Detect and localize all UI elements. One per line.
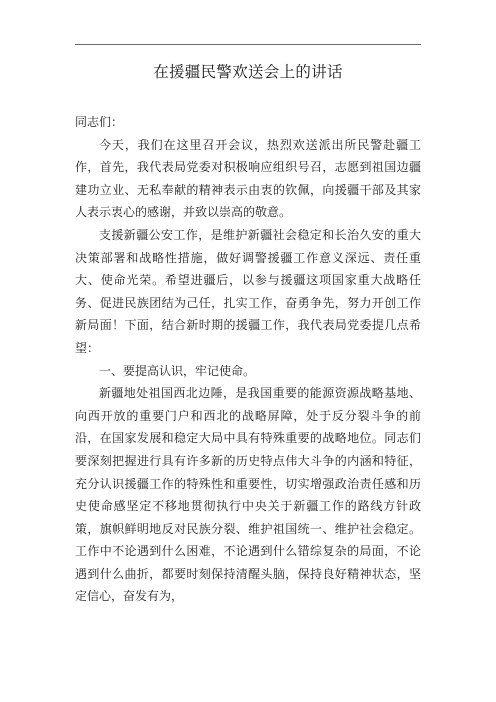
document-body — [75, 111, 421, 608]
paragraph-1: 今天，我们在这里召开会议，热烈欢送派出所民警赴疆工作，首先，我代表局党委对积极响应组织号召，志愿到祖国边疆建功立业、无私奉献的精神表示由衷的钦佩，向援疆干部及其家人表示衷心的感谢，并致以崇高的敬意。 — [75, 137, 421, 220]
header-rule — [75, 44, 421, 45]
document-title: 在援疆民警欢送会上的讲话 — [153, 63, 343, 81]
section-heading-1: 一、要提高认识，牢记使命。 — [99, 363, 256, 378]
paragraph-2: 支援新疆公安工作，是维护新疆社会稳定和长治久安的重大决策部署和战略性措施，做好调警援疆工作意义深远、责任重大、使命光荣。希望进疆后，以参与援疆这项国家重大战略任务、促进民族团结为己任，扎实工作，奋勇争先，努力开创工作新局面！下面，结合新时期的援疆工作，我代表局党委提几点希望： — [75, 227, 421, 355]
paragraph-3: 新疆地处祖国西北边陲，是我国重要的能源资源战略基地、向西开放的重要门户和西北的战略屏障，处于反分裂斗争的前沿，在国家发展和稳定大局中具有特殊重要的战略地位。同志们要深刻把握进行具有许多新的历史特点伟大斗争的内涵和特征，充分认识援疆工作的特殊性和重要性，切实增强政治责任感和历史使命感坚定不移地贯彻执行中央关于新疆工作的路线方针政策，旗帜鲜明地反对民族分裂、维护祖国统一、维护社会稳定。工作中不论遇到什么困难，不论遇到什么错综复杂的局面，不论遇到什么曲折，都要时刻保持清醒头脑，保持良好精神状态，坚定信心，奋发有为， — [75, 386, 421, 604]
salutation: 同志们： — [75, 115, 124, 129]
